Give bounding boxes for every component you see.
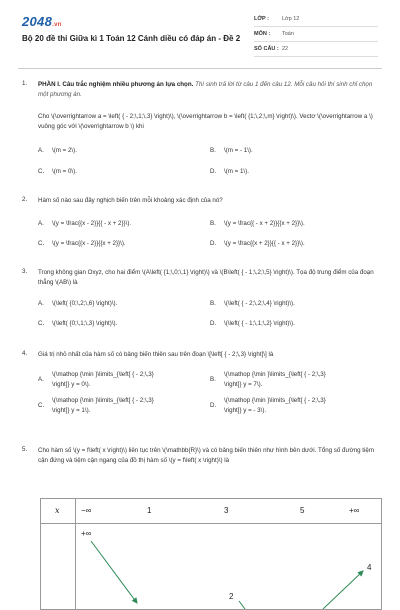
header-divider — [18, 68, 382, 69]
x-value: 1 — [147, 506, 152, 515]
option-a[interactable] — [38, 300, 117, 307]
option-letter: D. — [210, 240, 217, 247]
option-c[interactable] — [38, 240, 126, 247]
section-instruction: Thí sinh trả lời từ câu 1 đến câu 12. Mỗi câu hỏi thí sinh chỉ chọn một phương án. — [38, 81, 373, 98]
question-number: 5. — [22, 446, 28, 453]
question-text: Cho hàm số \(y = f\left( x \right)\) liên tục trên \(\mathbb{R}\) và có bảng biến thiên như hình bên dưới. Tổng số đường tiệm cận đứng và tiệm cận ngang của đồ thị hàm số \(y = f\left( x \right)\) là — [38, 447, 374, 464]
option-b[interactable] — [210, 147, 253, 154]
option-text: \(m = 2\). — [52, 147, 77, 154]
option-letter: C. — [38, 240, 45, 247]
option-text: \(m = 1\). — [224, 168, 249, 175]
option-b[interactable] — [210, 370, 326, 390]
option-d[interactable] — [210, 240, 305, 247]
option-b[interactable] — [210, 300, 295, 307]
option-text-line1: \(\mathop {\min }\limits_{\left[ { - 2;\,3} — [224, 397, 326, 404]
meta-key: LỚP : — [254, 16, 269, 22]
section-heading: PHẦN I. Câu trắc nghiệm nhiều phương án lựa chọn. — [38, 81, 194, 88]
meta-row-class — [254, 12, 378, 27]
option-d[interactable] — [210, 168, 249, 175]
option-text-line1: \(\mathop {\min }\limits_{\left[ { - 2;\,3} — [224, 371, 326, 378]
meta-value: Toán — [282, 31, 294, 37]
arrow-segment — [239, 601, 245, 609]
increasing-arrow — [323, 571, 363, 609]
question-number: 3. — [22, 268, 28, 275]
option-text: \(y = \frac{{x + 2}}{{ - x + 2}}\). — [224, 240, 305, 247]
option-letter: B. — [210, 220, 216, 227]
option-letter: A. — [38, 376, 44, 383]
meta-key: MÔN : — [254, 31, 271, 37]
meta-value: 22 — [282, 46, 289, 52]
question-text: Giá trị nhỏ nhất của hàm số có bảng biến thiên sau trên đoạn \[\left[ { - 2;\,3} \right]\] là — [38, 351, 274, 358]
x-value: +∞ — [349, 506, 360, 515]
x-label: x — [55, 506, 60, 515]
meta-row-count — [254, 42, 378, 57]
option-a[interactable] — [38, 370, 154, 390]
option-text: \(y = \frac{{x - 2}}{{ - x + 2}}\). — [52, 220, 132, 227]
option-text-line1: \(\mathop {\min }\limits_{\left[ { - 2;\,3} — [52, 371, 154, 378]
option-letter: B. — [210, 147, 216, 154]
x-value: −∞ — [81, 506, 92, 515]
x-value: 5 — [300, 506, 305, 515]
option-letter: A. — [38, 220, 44, 227]
y-value-plus-infinity: +∞ — [81, 529, 92, 538]
option-letter: A. — [38, 147, 44, 154]
option-c[interactable] — [38, 320, 117, 327]
option-text: \(\left( {0;\,2;\,6} \right)\). — [52, 300, 118, 307]
option-d[interactable] — [210, 320, 295, 327]
option-a[interactable] — [38, 220, 131, 227]
meta-info — [254, 12, 378, 57]
variation-table — [40, 498, 382, 610]
decreasing-arrow — [91, 541, 137, 603]
question-text: Hàm số nào sau đây nghịch biến trên mỗi khoảng xác định của nó? — [38, 197, 223, 204]
meta-value: Lớp 12 — [282, 16, 300, 22]
option-b[interactable] — [210, 220, 305, 227]
question-number: 4. — [22, 350, 28, 357]
option-text: \(y = \frac{{ - x + 2}}{{x + 2}}\). — [224, 220, 305, 227]
option-text-line2: \right]} y = 1\). — [52, 407, 91, 414]
option-text: \(\left( { - 2;\,2;\,4} \right)\). — [224, 300, 295, 307]
option-text-line1: \(\mathop {\min }\limits_{\left[ { - 2;\,3} — [52, 397, 154, 404]
option-c[interactable] — [38, 168, 77, 175]
y-value-2: 2 — [229, 592, 234, 601]
page-header — [0, 0, 400, 62]
variation-arrows — [41, 499, 381, 609]
option-text: \(m = - 1\). — [224, 147, 253, 154]
option-letter: D. — [210, 402, 217, 409]
option-letter: A. — [38, 300, 44, 307]
option-text-line2: \right]} y = 7\). — [224, 381, 263, 388]
x-value: 3 — [224, 506, 229, 515]
option-c[interactable] — [38, 396, 154, 416]
question-number: 2. — [22, 196, 28, 203]
logo-text: 2048 — [22, 14, 53, 29]
meta-key: SỐ CÂU : — [254, 46, 279, 52]
option-text-line2: \right]} y = - 3\). — [224, 407, 267, 414]
option-a[interactable] — [38, 147, 77, 154]
option-text: \(\left( {0;\,1;\,3} \right)\). — [52, 320, 118, 327]
option-text: \(y = \frac{{x - 2}}{{x + 2}}\). — [52, 240, 126, 247]
option-letter: D. — [210, 320, 217, 327]
option-letter: C. — [38, 402, 45, 409]
option-text: \(m = 0\). — [52, 168, 77, 175]
question-number: 1. — [22, 80, 28, 87]
option-text: \(\left( { - 1;\,1;\,2} \right)\). — [224, 320, 295, 327]
logo-suffix: .vn — [52, 22, 62, 28]
question-body — [38, 80, 382, 100]
option-letter: D. — [210, 168, 217, 175]
site-logo[interactable] — [22, 14, 62, 29]
option-letter: B. — [210, 376, 216, 383]
option-letter: B. — [210, 300, 216, 307]
document-title: Bộ 20 đề thi Giữa kì 1 Toán 12 Cánh diều có đáp án - Đề 2 — [22, 34, 241, 43]
meta-row-subject — [254, 27, 378, 42]
option-text-line2: \right]} y = 0\). — [52, 381, 91, 388]
option-letter: C. — [38, 168, 45, 175]
option-letter: C. — [38, 320, 45, 327]
option-d[interactable] — [210, 396, 326, 416]
y-value-4: 4 — [367, 563, 372, 572]
question-text: Cho \(\overrightarrow a = \left( { - 2;\,1;\,3} \right)\), \(\overrightarrow b = \left( {1;\,2;\,m} \right)\). Vectơ \(\overrightarrow a \) vuông góc với \(\overrightarrow b \) khi — [38, 113, 373, 130]
question-text: Trong không gian Oxyz, cho hai điểm \(A\left( {1;\,0;\,1} \right)\) và \(B\left( { - 1;\,2;\,5} \right)\). Tọa độ trung điểm của đoạn thẳng \(AB\) là — [38, 269, 374, 286]
